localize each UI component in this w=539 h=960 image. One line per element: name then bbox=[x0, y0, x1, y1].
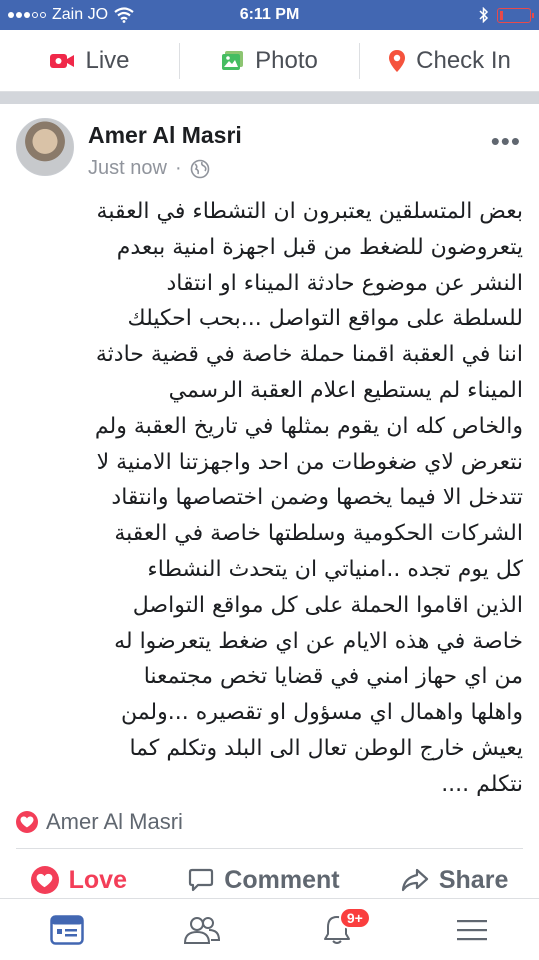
reactions-names: Amer Al Masri bbox=[46, 809, 183, 834]
share-button[interactable] bbox=[401, 866, 508, 895]
bottom-tab-bar bbox=[0, 898, 539, 960]
signal-strength-icon bbox=[8, 12, 46, 18]
love-button[interactable] bbox=[31, 866, 127, 895]
status-bar bbox=[0, 0, 539, 30]
notifications-badge: 9+ bbox=[339, 907, 371, 929]
tab-notifications[interactable] bbox=[307, 905, 367, 955]
hamburger-menu-icon bbox=[456, 918, 488, 942]
love-icon bbox=[31, 866, 59, 894]
share-label: Share bbox=[438, 865, 509, 894]
post-text-line: للسلطة على مواقع التواصل ...بحب احكيلك bbox=[127, 306, 523, 332]
post-header bbox=[0, 104, 539, 194]
post-text-line: بعض المتسلقين يعتبرون ان التشطاء في العقبة bbox=[96, 199, 523, 224]
tab-friends[interactable] bbox=[172, 905, 232, 955]
globe-icon bbox=[190, 159, 210, 179]
post-text-line: النشر عن موضوع حادثة الميناء او انتقاد bbox=[166, 270, 523, 296]
post-text-line: تتدخل الا فيما يخصها وضمن اختصاصها وانتقاد bbox=[111, 485, 523, 511]
status-left bbox=[8, 6, 134, 24]
meta-separator: · bbox=[174, 157, 182, 179]
post-text-line: الذين اقاموا الحملة على كل مواقع التواصل bbox=[132, 592, 523, 618]
battery-icon bbox=[497, 8, 531, 23]
post-time[interactable]: Just now bbox=[88, 157, 167, 179]
more-options-icon[interactable]: ••• bbox=[490, 126, 521, 156]
check-in-label: Check In bbox=[416, 46, 511, 74]
post-text bbox=[0, 194, 539, 796]
carrier-name: Zain JO bbox=[52, 6, 109, 23]
wifi-icon bbox=[114, 7, 134, 23]
live-button[interactable] bbox=[0, 43, 179, 79]
comment-icon bbox=[188, 867, 214, 893]
live-video-icon bbox=[49, 51, 75, 71]
reactions-summary[interactable] bbox=[0, 796, 539, 848]
post-text-line: واهلها واهمال اي مسؤول او تقصيره ...ولمن bbox=[120, 700, 523, 726]
love-reaction-icon bbox=[16, 811, 38, 833]
news-feed-icon bbox=[50, 915, 84, 945]
composer-bar bbox=[0, 30, 539, 92]
author-block bbox=[88, 118, 242, 180]
location-pin-icon bbox=[388, 49, 406, 73]
tab-menu[interactable] bbox=[442, 905, 502, 955]
post-text-line: والخاص كله ان يقوم بمثلها في تاريخ العقبة ولم bbox=[94, 413, 523, 439]
feed-separator bbox=[0, 92, 539, 104]
post-text-line: يتعروضون للضغط من قبل اجهزة امنية ببعدم bbox=[116, 234, 523, 260]
love-label: Love bbox=[68, 865, 127, 894]
bluetooth-icon bbox=[479, 7, 489, 23]
live-label: Live bbox=[85, 46, 130, 74]
share-icon bbox=[401, 868, 429, 892]
post-text-line: اننا في العقبة اقمنا حملة خاصة في قضية حادثة bbox=[95, 342, 523, 368]
post-text-line: الميناء لم يستطيع اعلام العقبة الرسمي bbox=[168, 377, 523, 403]
status-right bbox=[479, 7, 531, 23]
comment-label: Comment bbox=[224, 865, 340, 894]
status-time: 6:11 PM bbox=[239, 6, 300, 23]
post-text-line: من اي حهاز امني في قضايا تخص مجتمعنا bbox=[143, 664, 523, 690]
comment-button[interactable] bbox=[188, 866, 339, 895]
author-avatar[interactable] bbox=[16, 118, 74, 176]
post-text-line: يعيش خارج الوطن تعال الى البلد وتكلم كما bbox=[129, 735, 523, 761]
check-in-button[interactable] bbox=[359, 43, 539, 79]
post-text-line: الشركات الحكومية وسلطتها خاصة في العقبة bbox=[114, 521, 523, 547]
friends-icon bbox=[183, 915, 221, 945]
author-name[interactable]: Amer Al Masri bbox=[88, 122, 242, 148]
post-text-line: كل يوم تجده ..امنياتي ان يتحدث النشطاء bbox=[147, 556, 523, 582]
photo-button[interactable] bbox=[179, 43, 359, 79]
post-text-line: نتكلم .... bbox=[441, 771, 523, 796]
photo-label: Photo bbox=[255, 46, 318, 74]
photo-icon bbox=[221, 50, 245, 72]
post-meta bbox=[88, 157, 242, 180]
post-text-line: خاصة في هذه الايام عن اي ضغط يتعرضوا له bbox=[114, 628, 523, 654]
tab-news-feed[interactable] bbox=[37, 905, 97, 955]
post-text-line: نتعرض لاي ضغوطات من احد واجهزتنا الامنية لا bbox=[96, 449, 523, 475]
